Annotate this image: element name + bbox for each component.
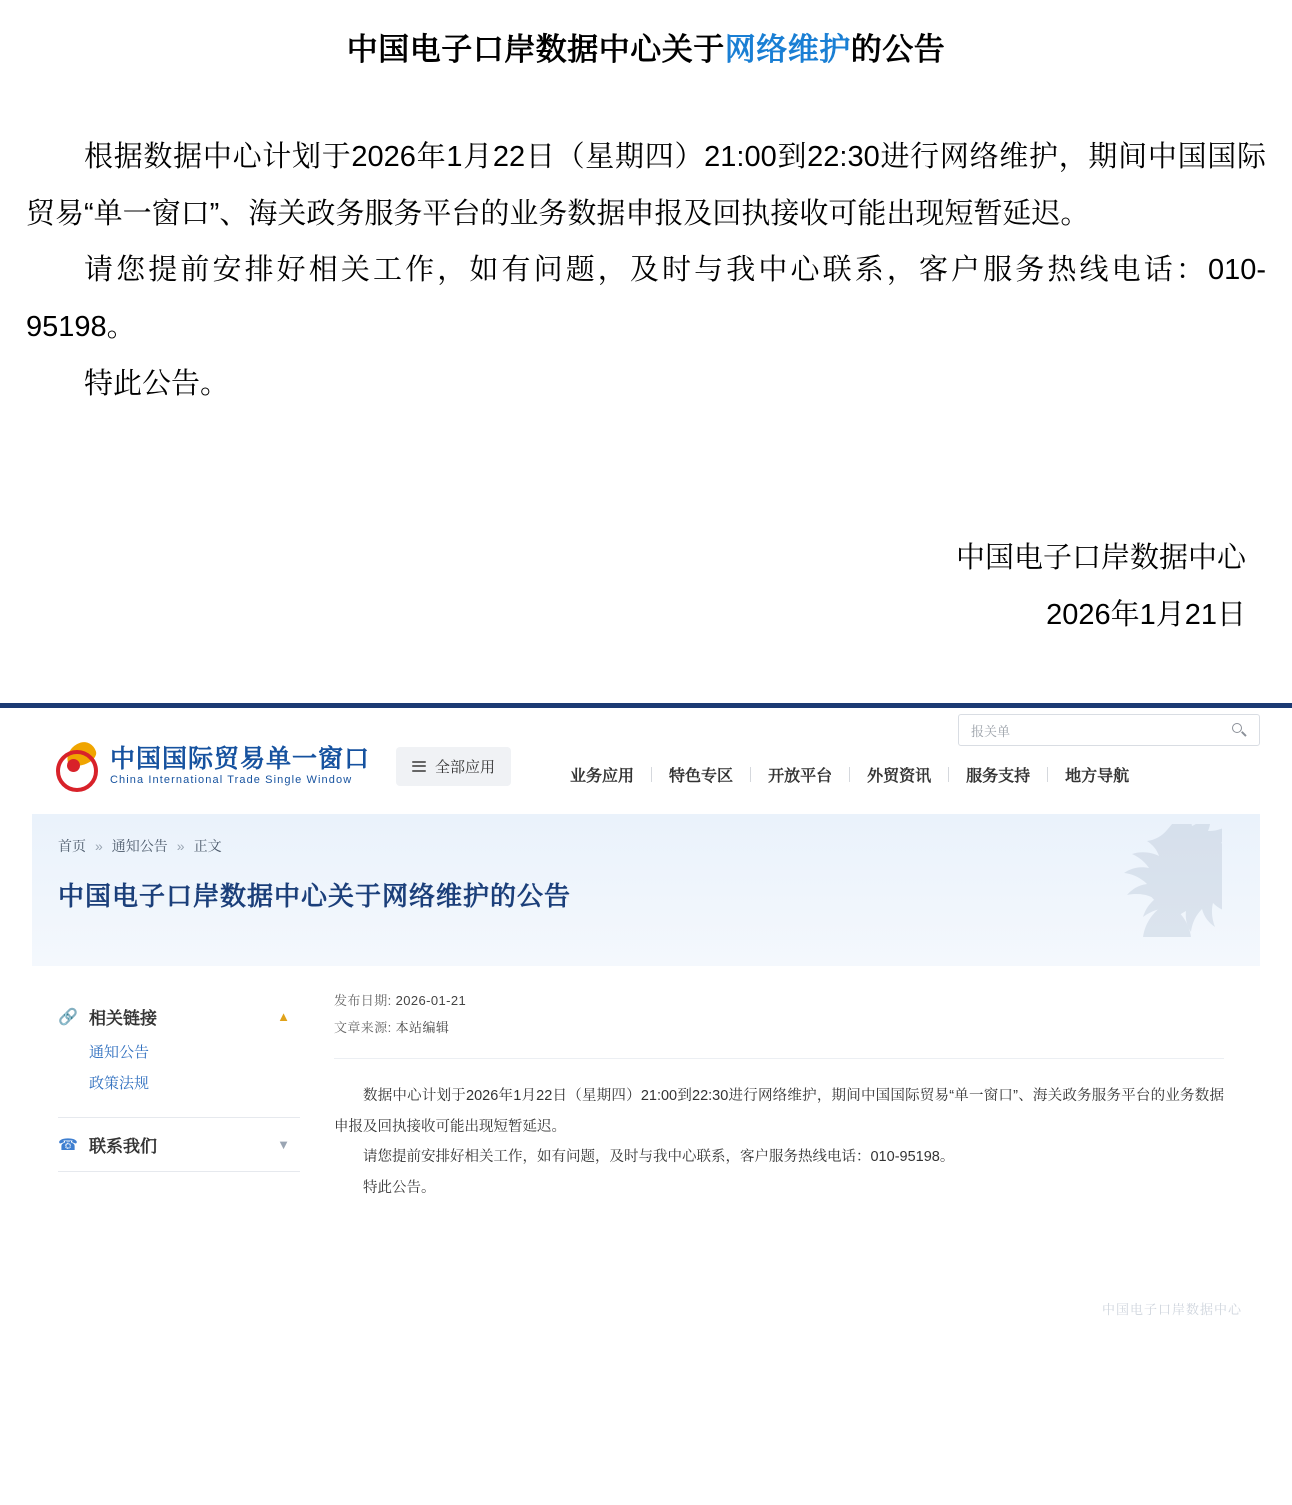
signature-organization: 中国电子口岸数据中心 (955, 542, 1246, 575)
brand-name-en: China International Trade Single Window (110, 774, 353, 787)
site-content (32, 966, 1260, 1320)
page-banner (32, 814, 1260, 966)
article-divider (334, 1058, 1224, 1059)
nav-item-trade-news[interactable]: 外贸资讯 (867, 767, 932, 785)
source-label: 文章来源: (334, 1020, 392, 1036)
signature-block (26, 530, 1266, 643)
sidebar-section-related-links[interactable] (58, 990, 300, 1118)
signature-date: 2026年1月21日 (1046, 598, 1246, 631)
site-brand[interactable] (54, 743, 370, 789)
announcement-document (0, 0, 1292, 643)
search-input[interactable] (958, 714, 1260, 746)
announcement-paragraph: 请您提前安排好相关工作，如有问题，及时与我中心联系，客户服务热线电话：010-95198。 (26, 254, 1266, 344)
link-icon: 🔗 (58, 1008, 78, 1026)
page-title-highlight: 网络维护 (724, 32, 851, 67)
primary-nav (553, 747, 1146, 786)
article-publish-date (334, 990, 1224, 1009)
customs-emblem-icon (1112, 824, 1222, 944)
sidebar-related-links-title: 相关链接 (89, 1009, 157, 1029)
breadcrumb-separator: » (95, 838, 103, 855)
nav-item-local-navigation[interactable]: 地方导航 (1065, 767, 1130, 785)
article-paragraph: 请您提前安排好相关工作，如有问题，及时与我中心联系，客户服务热线电话：010-95198。 (363, 1149, 955, 1166)
sidebar-link-policies[interactable]: 政策法规 (89, 1075, 150, 1093)
article-paragraph: 特此公告。 (363, 1179, 436, 1196)
breadcrumb-item-home[interactable]: 首页 (58, 838, 86, 855)
announcement-paragraph: 根据数据中心计划于2026年1月22日（星期四）21:00到22:30进行网络维护，期间中国国际贸易“单一窗口”、海关政务服务平台的业务数据申报及回执接收可能出现短暂延迟。 (26, 141, 1266, 230)
sidebar-section-contact[interactable] (58, 1118, 300, 1172)
breadcrumb-separator: » (176, 838, 185, 855)
nav-item-business-apps[interactable]: 业务应用 (570, 767, 635, 785)
watermark: 中国电子口岸数据中心 (1101, 1302, 1242, 1318)
nav-item-featured-zone[interactable]: 特色专区 (669, 767, 734, 785)
menu-icon (412, 761, 426, 772)
article (300, 990, 1260, 1290)
all-apps-label: 全部应用 (435, 758, 496, 776)
announcement-body (26, 129, 1266, 412)
breadcrumb-item-article: 正文 (193, 838, 222, 855)
source-value: 本站编辑 (395, 1020, 450, 1036)
sidebar (32, 990, 300, 1290)
sidebar-contact-title: 联系我们 (89, 1137, 157, 1157)
sidebar-related-links-list (58, 1041, 290, 1093)
publish-date-value: 2026-01-21 (395, 993, 467, 1009)
website-screenshot (0, 703, 1292, 1320)
nav-item-open-platform[interactable]: 开放平台 (768, 767, 833, 785)
nav-item-service-support[interactable]: 服务支持 (966, 767, 1031, 785)
article-paragraph: 数据中心计划于2026年1月22日（星期四）21:00到22:30进行网络维护，期间中国国际贸易“单一窗口”、海关政务服务平台的业务数据申报及回执接收可能出现短暂延迟。 (334, 1088, 1224, 1135)
publish-date-label: 发布日期: (334, 993, 392, 1009)
brand-name-cn: 中国国际贸易单一窗口 (110, 744, 371, 773)
page-title (26, 28, 1266, 71)
chevron-down-icon[interactable]: ▼ (277, 1137, 290, 1153)
chevron-up-icon[interactable]: ▲ (277, 1009, 290, 1025)
sidebar-link-notices[interactable]: 通知公告 (89, 1044, 150, 1062)
search-icon[interactable] (1232, 723, 1247, 738)
article-source (334, 1017, 1224, 1036)
all-apps-button[interactable] (396, 747, 511, 786)
announcement-paragraph: 特此公告。 (84, 367, 230, 400)
phone-icon: ☎ (58, 1136, 78, 1154)
article-body (334, 1081, 1224, 1203)
single-window-logo-icon (54, 743, 100, 789)
page-title-prefix: 中国电子口岸数据中心关于 (346, 32, 725, 67)
breadcrumb-item-notices[interactable]: 通知公告 (111, 838, 168, 855)
search-placeholder: 报关单 (971, 723, 1011, 739)
site-header (32, 708, 1260, 814)
page-title-suffix: 的公告 (850, 32, 946, 67)
breadcrumb (58, 836, 1260, 856)
banner-title: 中国电子口岸数据中心关于网络维护的公告 (58, 881, 572, 912)
